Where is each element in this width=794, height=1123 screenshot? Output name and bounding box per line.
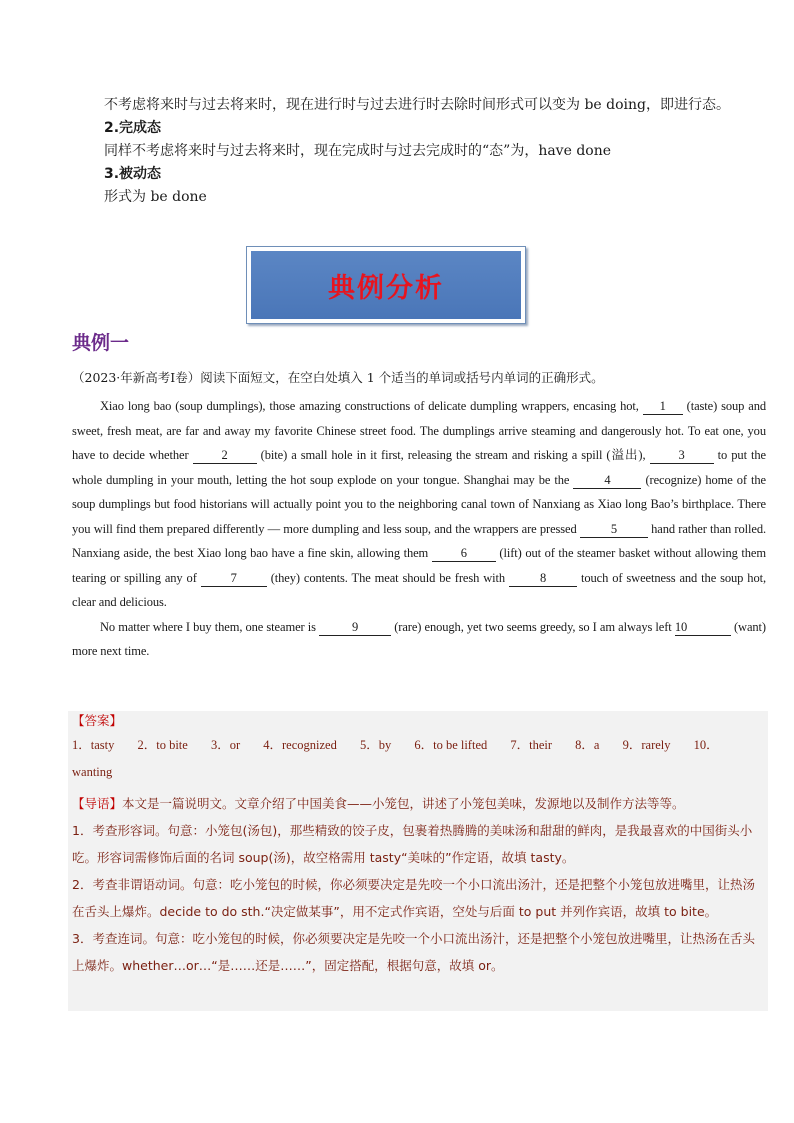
passage-text: to put the whole dumpling in your mouth, letting the hot soup explode on your tongue. Shanghai may be the <box>72 448 766 487</box>
explanation-3: 3．考查连词。句意：吃小笼包的时候，你必须要决定是先咬一个小口流出汤汁，还是把整个小笼包放进嘴里，让热汤在舌头上爆炸。whether…or…“是……还是……”，固定搭配，根据句意，故填 or。 <box>72 931 755 973</box>
blank-3[interactable]: 3 <box>650 448 714 464</box>
guide-line <box>72 790 766 817</box>
answer-item: 4．recognized <box>263 738 337 752</box>
passage-text: Xiao long bao (soup dumplings), those amazing constructions of delicate dumpling wrappers, encasing hot, <box>100 399 643 413</box>
blank-5[interactable]: 5 <box>580 522 648 538</box>
answer-item: 5．by <box>359 738 392 752</box>
banner-fill <box>251 251 521 319</box>
banner-title: 典例分析 <box>328 272 444 304</box>
passage-text: (they) contents. The meat should be fresh with <box>266 570 510 585</box>
passage-text: (recognize) home of the soup dumplings but food historians will actually point you to the neighboring canal town of Nanxiang as Xiao long Bao’s birthplace. There you will find them prepared differently — more dumpling and less soup, and the wrappers are pressed <box>72 472 766 536</box>
example-source: （2023·年新高考Ⅰ卷）阅读下面短文，在空白处填入 1 个适当的单词或括号内单词的正确形式。 <box>72 370 604 385</box>
passage-paragraph-2 <box>72 615 766 664</box>
answer-item: 9．rarely <box>622 738 671 752</box>
answer-item: 7．their <box>510 738 553 752</box>
blank-10[interactable]: 10 <box>675 620 731 636</box>
answer-item: 2．to bite <box>137 738 188 752</box>
heading-perfect: 2.完成态 <box>104 120 162 136</box>
answer-tag: 【答案】 <box>72 713 123 728</box>
passage <box>72 394 766 664</box>
section-banner <box>246 246 526 324</box>
answer-item: 1．tasty <box>72 738 115 752</box>
passage-text: (rare) enough, yet two seems greedy, so I am always left <box>391 619 675 634</box>
explanation-2: 2．考查非谓语动词。句意：吃小笼包的时候，你必须要决定是先咬一个小口流出汤汁，还是把整个小笼包放进嘴里，让热汤在舌头上爆炸。decide to do sth.“决定做某事”，用不定式作宾语，空处与后面 to put 并列作宾语，故填 to bite。 <box>72 877 755 919</box>
passage-text: (bite) a small hole in it first, releasing the stream and risking a spill (溢出), <box>256 448 650 462</box>
heading-passive: 3.被动态 <box>104 166 162 182</box>
intro-section <box>72 94 772 209</box>
blank-4[interactable]: 4 <box>573 473 641 489</box>
guide-text: 本文是一篇说明文。文章介绍了中国美食——小笼包，讲述了小笼包美味，发源地以及制作方法等等。 <box>122 796 685 811</box>
passage-text: (want) more next time. <box>72 619 766 658</box>
passage-text: hand rather than rolled. Nanxiang aside, the best Xiao long bao have a fine skin, allowing them <box>72 521 766 560</box>
intro-line-3: 形式为 be done <box>104 189 207 205</box>
passage-text: (taste) soup and sweet, fresh meat, are far and away my favorite Chinese street food. The dumplings arrive steaming and dangerously hot. To eat one, you have to decide whether <box>72 399 766 462</box>
blank-9[interactable]: 9 <box>319 620 391 636</box>
intro-line-1: 不考虑将来时与过去将来时，现在进行时与过去进行时去除时间形式可以变为 be doing，即进行态。 <box>104 97 730 113</box>
blank-7[interactable]: 7 <box>201 571 267 587</box>
passage-text: touch of sweetness and the soup hot, clear and delicious. <box>72 570 766 609</box>
intro-line-2: 同样不考虑将来时与过去将来时，现在完成时与过去完成时的“态”为，have done <box>104 143 612 159</box>
guide-tag: 【导语】 <box>72 796 123 811</box>
answer-list <box>72 713 766 786</box>
explanation <box>72 790 766 979</box>
blank-8[interactable]: 8 <box>509 571 577 587</box>
explanation-1: 1．考查形容词。句意：小笼包(汤包)，那些精致的饺子皮，包裹着热腾腾的美味汤和甜甜的鲜肉，是我最喜欢的中国街头小吃。形容词需修饰后面的名词 soup(汤)，故空格需用 tasty“美味的”作定语，故填 tasty。 <box>72 823 753 865</box>
passage-text: No matter where I buy them, one steamer is <box>100 619 320 634</box>
passage-paragraph-1 <box>72 394 766 615</box>
answer-item: 3．or <box>210 738 241 752</box>
blank-6[interactable]: 6 <box>432 546 496 562</box>
blank-1[interactable]: 1 <box>643 399 683 415</box>
blank-2[interactable]: 2 <box>193 448 257 464</box>
passage-text: (lift) out of the steamer basket without allowing them tearing or spilling any of <box>72 546 766 585</box>
example-heading: 典例一 <box>72 332 130 354</box>
answer-item: 6．to be lifted <box>414 738 488 752</box>
answer-item: 10．wanting <box>72 738 719 779</box>
answer-item: 8．a <box>575 738 600 752</box>
